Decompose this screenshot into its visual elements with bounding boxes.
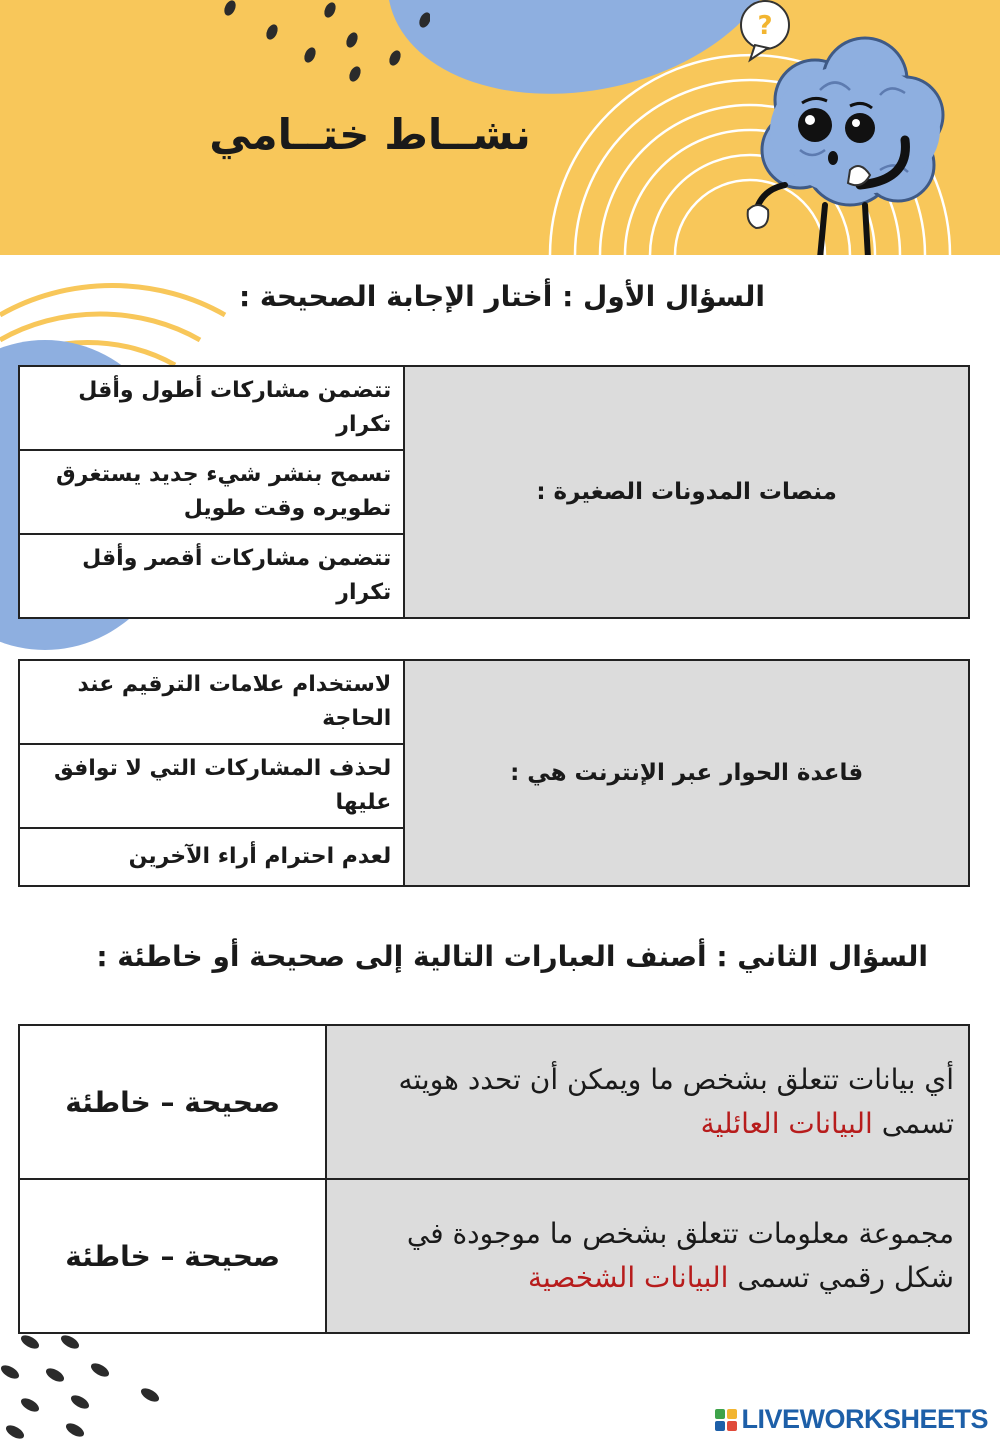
dots-decoration [210, 0, 430, 90]
answer-option[interactable]: لاستخدام علامات الترقيم عند الحاجة [19, 660, 404, 744]
answer-option[interactable]: تتضمن مشاركات أقصر وأقل تكرار [19, 534, 404, 618]
statement-text: أي بيانات تتعلق بشخص ما ويمكن أن تحدد هويته تسمى [398, 1063, 954, 1140]
bottom-dots-decoration [0, 1330, 180, 1444]
thinking-brain-icon [730, 0, 960, 255]
true-false-table [18, 1024, 970, 1334]
header-banner [0, 0, 1000, 255]
true-false-choice[interactable]: صحيحة – خاطئة [19, 1025, 326, 1179]
statement-highlight: البيانات العائلية [700, 1107, 873, 1140]
answer-option[interactable]: لحذف المشاركات التي لا توافق عليها [19, 744, 404, 828]
question-stem: قاعدة الحوار عبر الإنترنت هي : [404, 660, 969, 886]
statement-cell [326, 1025, 969, 1179]
statement-highlight: البيانات الشخصية [528, 1261, 729, 1294]
question1-heading: السؤال الأول : أختار الإجابة الصحيحة : [238, 280, 765, 313]
logo-text: LIVEWORKSHEETS [741, 1404, 988, 1434]
true-false-choice[interactable]: صحيحة – خاطئة [19, 1179, 326, 1333]
table-row [19, 1179, 969, 1333]
page-title: نشــاط ختــامي [209, 110, 531, 159]
answer-option[interactable]: تسمح بنشر شيء جديد يستغرق تطويره وقت طويل [19, 450, 404, 534]
answer-option[interactable]: لعدم احترام أراء الآخرين [19, 828, 404, 886]
question-stem: منصات المدونات الصغيرة : [404, 366, 969, 618]
liveworksheets-logo [715, 1404, 988, 1435]
question1-table-2 [18, 659, 970, 887]
statement-cell [326, 1179, 969, 1333]
answer-option[interactable]: تتضمن مشاركات أطول وأقل تكرار [19, 366, 404, 450]
question2-heading: السؤال الثاني : أصنف العبارات التالية إلى صحيحة أو خاطئة : [96, 940, 928, 973]
svg-text:?: ? [757, 11, 773, 41]
logo-mark-icon [715, 1409, 737, 1431]
table-row [19, 1025, 969, 1179]
question1-table-1 [18, 365, 970, 619]
statement-text: مجموعة معلومات تتعلق بشخص ما موجودة في شكل رقمي تسمى [406, 1217, 954, 1294]
